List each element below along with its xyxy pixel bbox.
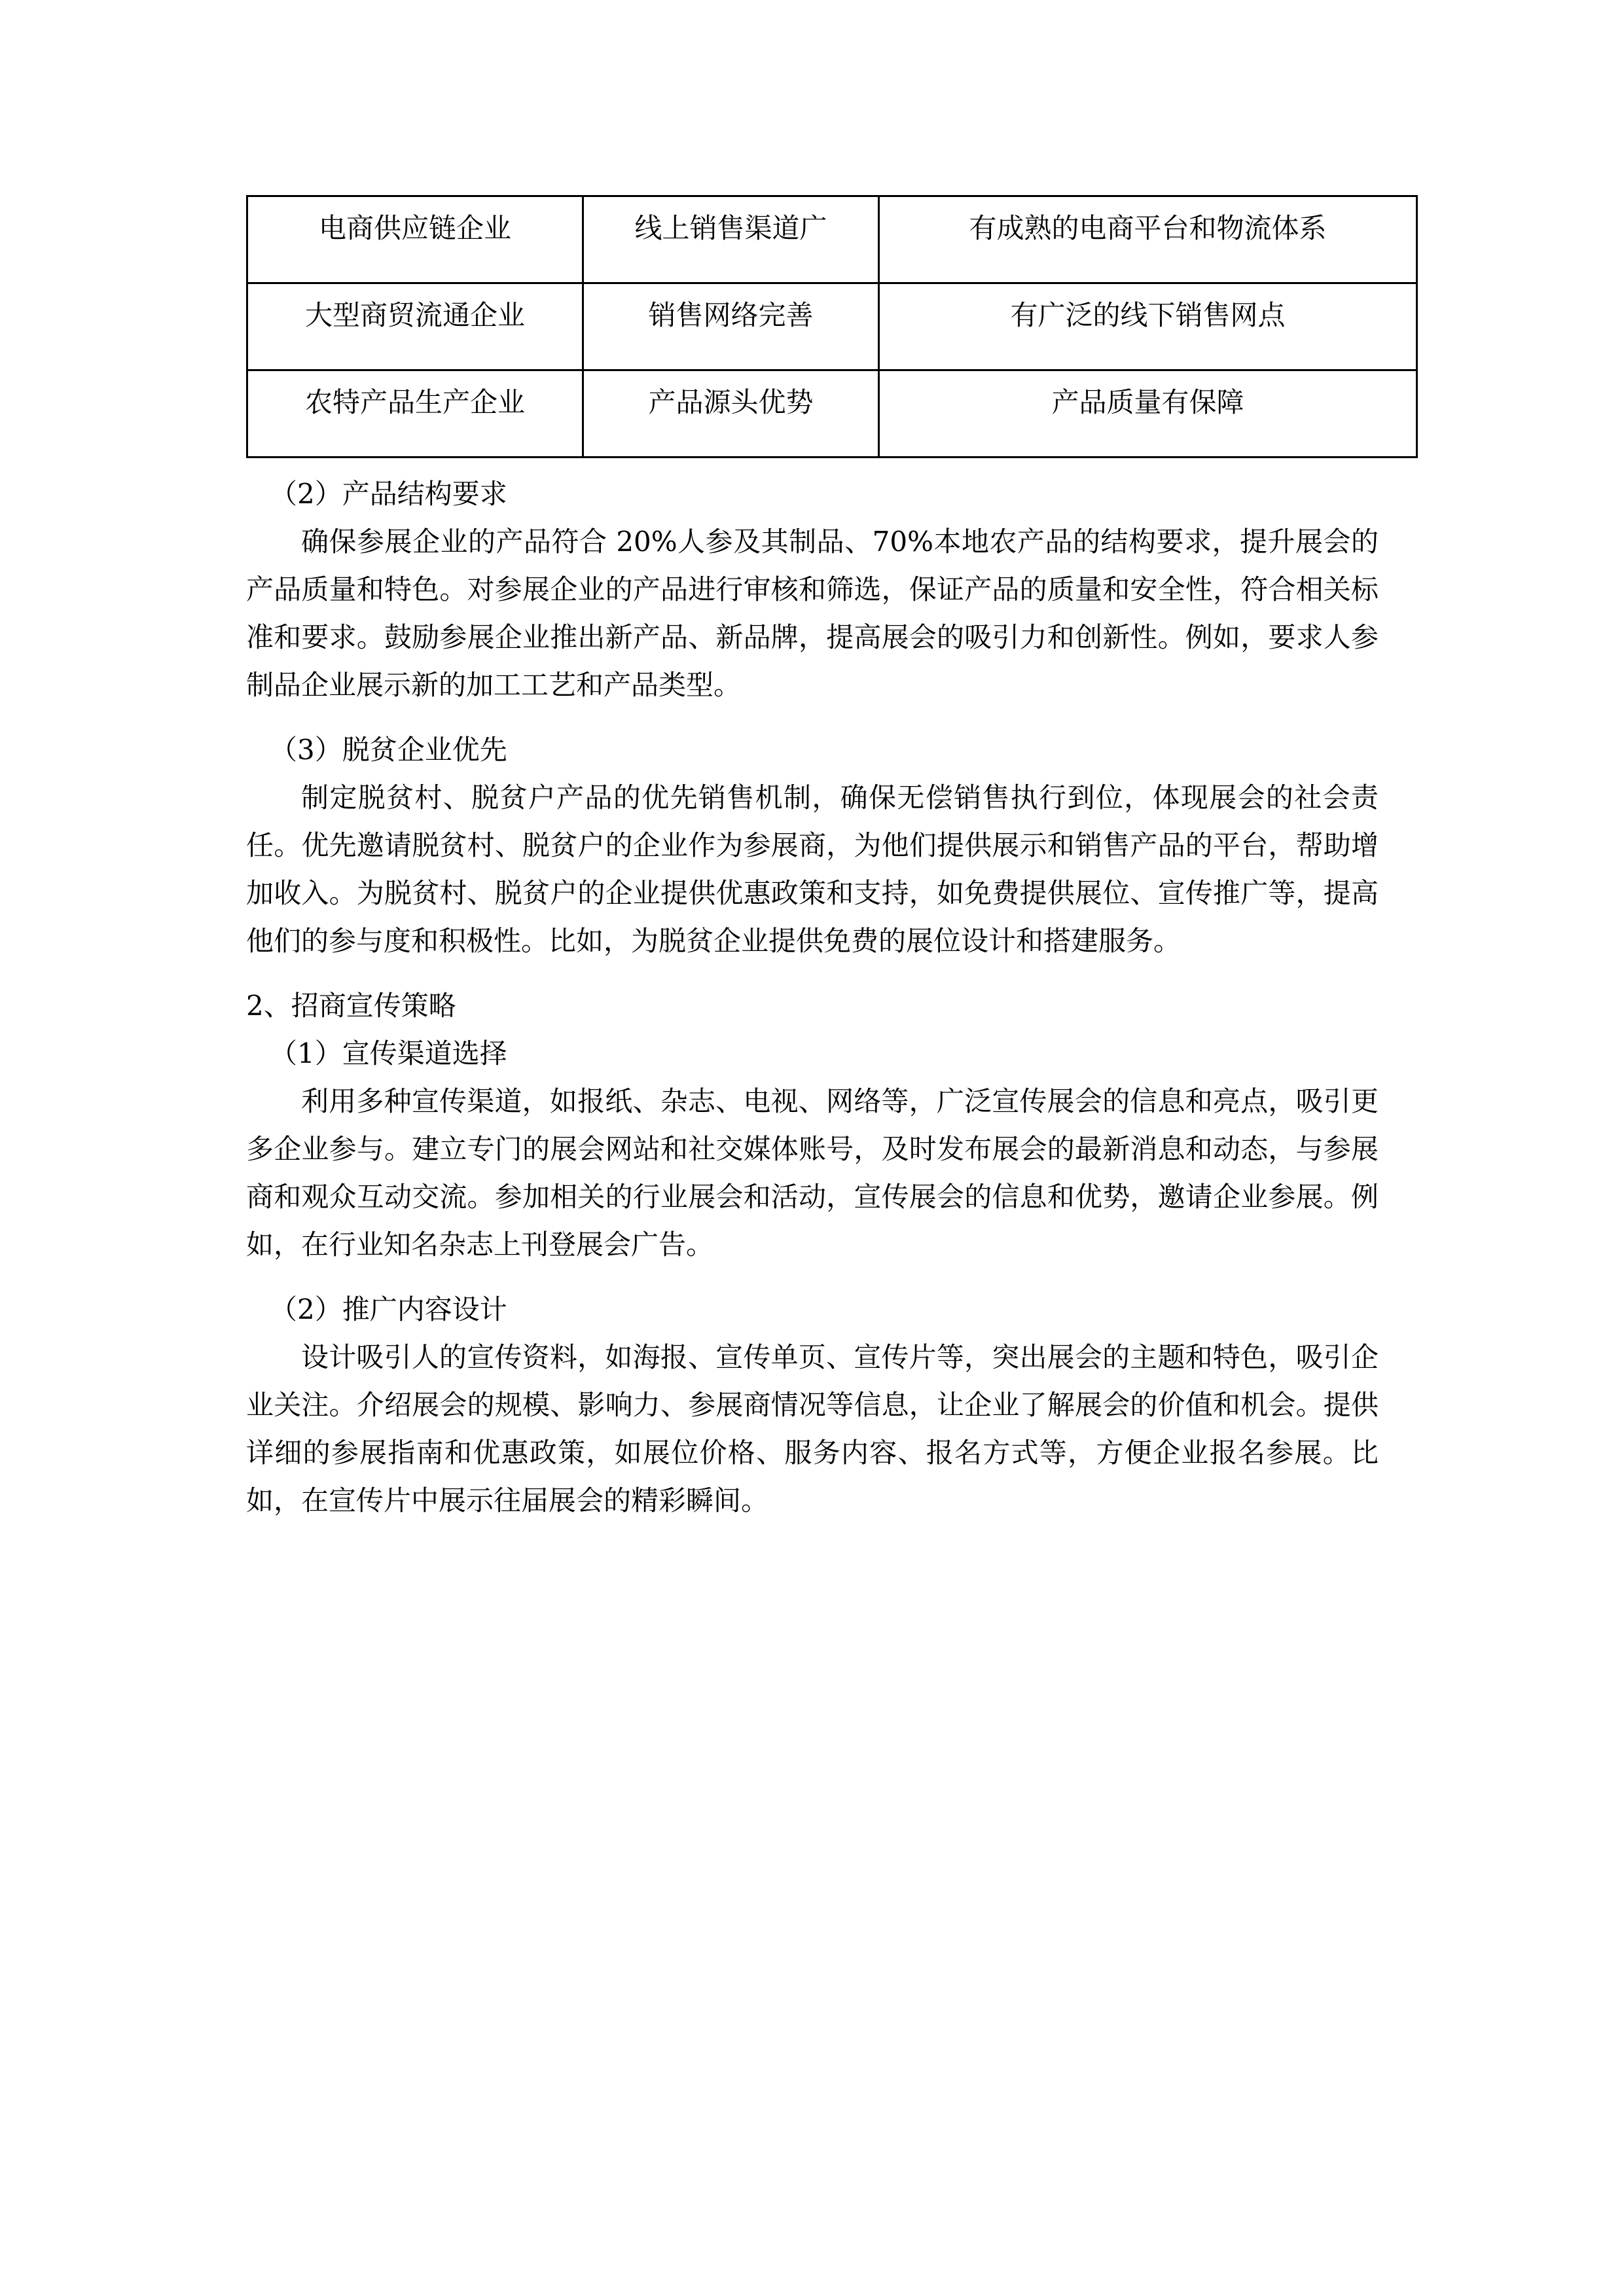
spacer [246,965,1379,982]
enterprise-advantages-table [246,195,1418,458]
table-cell-description: 产品质量有保障 [879,370,1417,457]
subsection-heading-channel-selection: （1）宣传渠道选择 [270,1037,507,1070]
table-cell-description: 有成熟的电商平台和物流体系 [879,196,1417,283]
section-body-product-structure: 确保参展企业的产品符合 20%人参及其制品、70%本地农产品的结构要求，提升展会的产品质量和特色。对参展企业的产品进行审核和筛选，保证产品的质量和安全性，符合相关标准和要求。鼓励参展企业推出新产品、新品牌，提高展会的吸引力和创新性。例如，要求人参制品企业展示新的加工工艺和产品类型。 [246,526,1379,702]
spacer [246,458,1379,470]
table-cell-advantage: 线上销售渠道广 [583,196,879,283]
table-row [247,370,1417,457]
table-row [247,196,1417,283]
table-cell-enterprise-type: 电商供应链企业 [247,196,583,283]
table-cell-enterprise-type: 大型商贸流通企业 [247,283,583,370]
chapter-heading-promotion-strategy: 2、招商宣传策略 [246,990,456,1022]
table-cell-advantage: 产品源头优势 [583,370,879,457]
section-heading-product-structure: （2）产品结构要求 [270,478,507,511]
spacer [246,709,1379,726]
table-cell-description: 有广泛的线下销售网点 [879,283,1417,370]
subsection-body-content-design: 设计吸引人的宣传资料，如海报、宣传单页、宣传片等，突出展会的主题和特色，吸引企业关注。介绍展会的规模、影响力、参展商情况等信息，让企业了解展会的价值和机会。提供详细的参展指南和优惠政策，如展位价格、服务内容、报名方式等，方便企业报名参展。比如，在宣传片中展示往届展会的精彩瞬间。 [246,1341,1379,1517]
subsection-body-channel-selection: 利用多种宣传渠道，如报纸、杂志、电视、网络等，广泛宣传展会的信息和亮点，吸引更多企业参与。建立专门的展会网站和社交媒体账号，及时发布展会的最新消息和动态，与参展商和观众互动交流。参加相关的行业展会和活动，宣传展会的信息和优势，邀请企业参展。例如，在行业知名杂志上刊登展会广告。 [246,1085,1379,1261]
section-heading-poverty-alleviation-priority: （3）脱贫企业优先 [270,734,507,766]
section-body-poverty-alleviation-priority: 制定脱贫村、脱贫户产品的优先销售机制，确保无偿销售执行到位，体现展会的社会责任。优先邀请脱贫村、脱贫户的企业作为参展商，为他们提供展示和销售产品的平台，帮助增加收入。为脱贫村、脱贫户的企业提供优惠政策和支持，如免费提供展位、宣传推广等，提高他们的参与度和积极性。比如，为脱贫企业提供免费的展位设计和搭建服务。 [246,781,1379,958]
table-cell-enterprise-type: 农特产品生产企业 [247,370,583,457]
subsection-heading-content-design: （2）推广内容设计 [270,1293,507,1326]
document-content [246,195,1379,1524]
table-cell-advantage: 销售网络完善 [583,283,879,370]
table-row [247,283,1417,370]
spacer [246,1268,1379,1285]
